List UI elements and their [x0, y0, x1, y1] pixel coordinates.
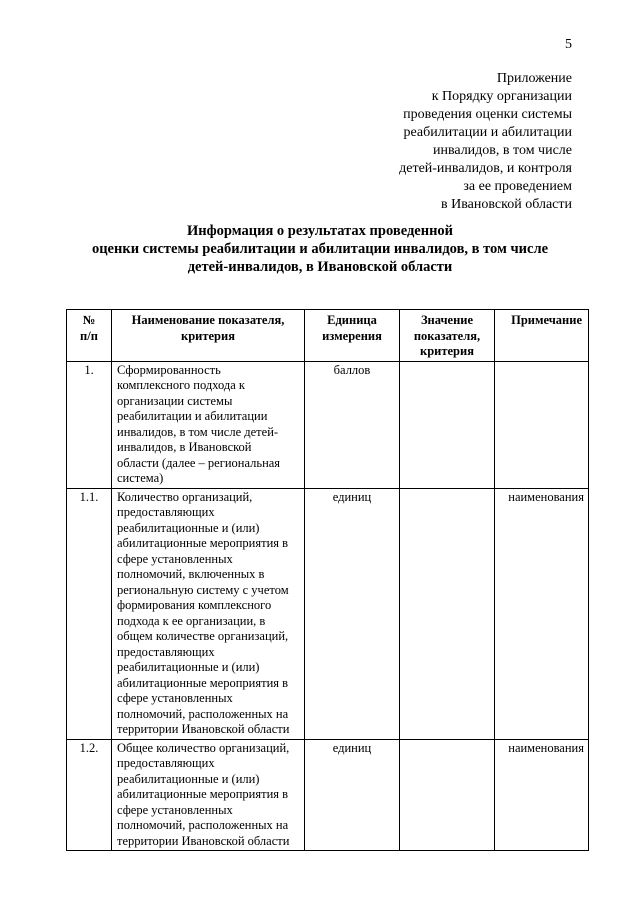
appendix-line: за ее проведением [463, 179, 572, 194]
indicator-name-line: сфере установленных [117, 551, 233, 566]
appendix-line: детей-инвалидов, и контроля [399, 161, 572, 176]
table-row [67, 739, 589, 851]
indicator-name-line: подхода к ее организации, в [117, 613, 266, 628]
indicator-name-line: инвалидов, в том числе детей- [117, 424, 279, 439]
indicator-name-line: реабилитационные и (или) [117, 660, 260, 674]
indicator-name-line: инвалидов, в Ивановской [117, 440, 252, 454]
table-header-row [67, 310, 589, 362]
indicator-name-line: полномочий, расположенных на [117, 706, 289, 721]
indicator-name-line: Сформированность [117, 362, 221, 377]
header-note: Примечание [495, 310, 589, 362]
indicator-name-line: полномочий, включенных в [117, 567, 265, 581]
indicator-name-line: предоставляющих [117, 756, 215, 770]
header-unit: Единица измерения [305, 310, 400, 362]
indicators-table [66, 309, 589, 851]
indicator-name-line: реабилитационные и (или) [117, 520, 260, 535]
indicator-name-line: абилитационные мероприятия в [117, 787, 289, 801]
indicator-name [112, 361, 305, 488]
title-line: Информация о результатах проведенной [186, 223, 454, 239]
indicator-name-line: полномочий, расположенных на [117, 818, 289, 832]
indicator-name-line: абилитационные мероприятия в [117, 675, 289, 690]
note: наименования [495, 488, 589, 739]
indicator-name-line: предоставляющих [117, 505, 215, 519]
unit-of-measure: единиц [305, 739, 400, 851]
appendix-line: к Порядку организации [431, 89, 572, 104]
indicator-name-line: комплексного подхода к [117, 378, 245, 392]
indicator-name-line: области (далее – региональная [117, 455, 281, 470]
title-line: оценки системы реабилитации и абилитации инвалидов, в том числе [91, 241, 549, 257]
indicator-name-line: общем количестве организаций, [117, 629, 289, 643]
indicator-name-line: организации системы [117, 393, 233, 408]
appendix-line: проведения оценки системы [403, 107, 572, 122]
header-value: Значение показателя, критерия [400, 310, 495, 362]
header-name: Наименование показателя, критерия [112, 310, 305, 362]
unit-of-measure: баллов [305, 361, 400, 488]
appendix-block [332, 70, 572, 214]
document-title [60, 222, 580, 276]
table-row [67, 488, 589, 739]
indicator-name-line: региональную систему с учетом [117, 582, 289, 597]
row-number: 1.2. [67, 739, 112, 851]
indicator-value [400, 739, 495, 851]
row-number: 1. [67, 361, 112, 488]
indicator-name-line: Общее количество организаций, [117, 740, 290, 755]
appendix-line: Приложение [496, 71, 572, 86]
indicator-name [112, 739, 305, 851]
row-number: 1.1. [67, 488, 112, 739]
appendix-line: в Ивановской области [441, 197, 572, 212]
appendix-line: реабилитации и абилитации [403, 125, 572, 140]
indicator-value [400, 361, 495, 488]
table-row [67, 361, 589, 488]
title-line: детей-инвалидов, в Ивановской области [187, 259, 453, 275]
indicator-name-line: формирования комплексного [117, 598, 272, 612]
indicator-name-line: территории Ивановской области [117, 722, 290, 736]
header-num: № п/п [67, 310, 112, 362]
indicator-name-line: территории Ивановской области [117, 833, 290, 848]
appendix-line: инвалидов, в том числе [432, 143, 572, 158]
page-number: 5 [565, 37, 572, 52]
indicator-name [112, 488, 305, 739]
indicator-name-line: абилитационные мероприятия в [117, 536, 289, 550]
indicator-name-line: система) [117, 471, 164, 485]
unit-of-measure: единиц [305, 488, 400, 739]
indicator-name-line: предоставляющих [117, 644, 215, 659]
indicator-name-line: реабилитационные и (или) [117, 771, 260, 786]
note [495, 361, 589, 488]
indicator-name-line: сфере установленных [117, 802, 233, 817]
indicator-name-line: Количество организаций, [117, 489, 253, 504]
indicator-name-line: реабилитации и абилитации [117, 409, 268, 423]
indicator-value [400, 488, 495, 739]
note: наименования [495, 739, 589, 851]
indicator-name-line: сфере установленных [117, 691, 233, 705]
